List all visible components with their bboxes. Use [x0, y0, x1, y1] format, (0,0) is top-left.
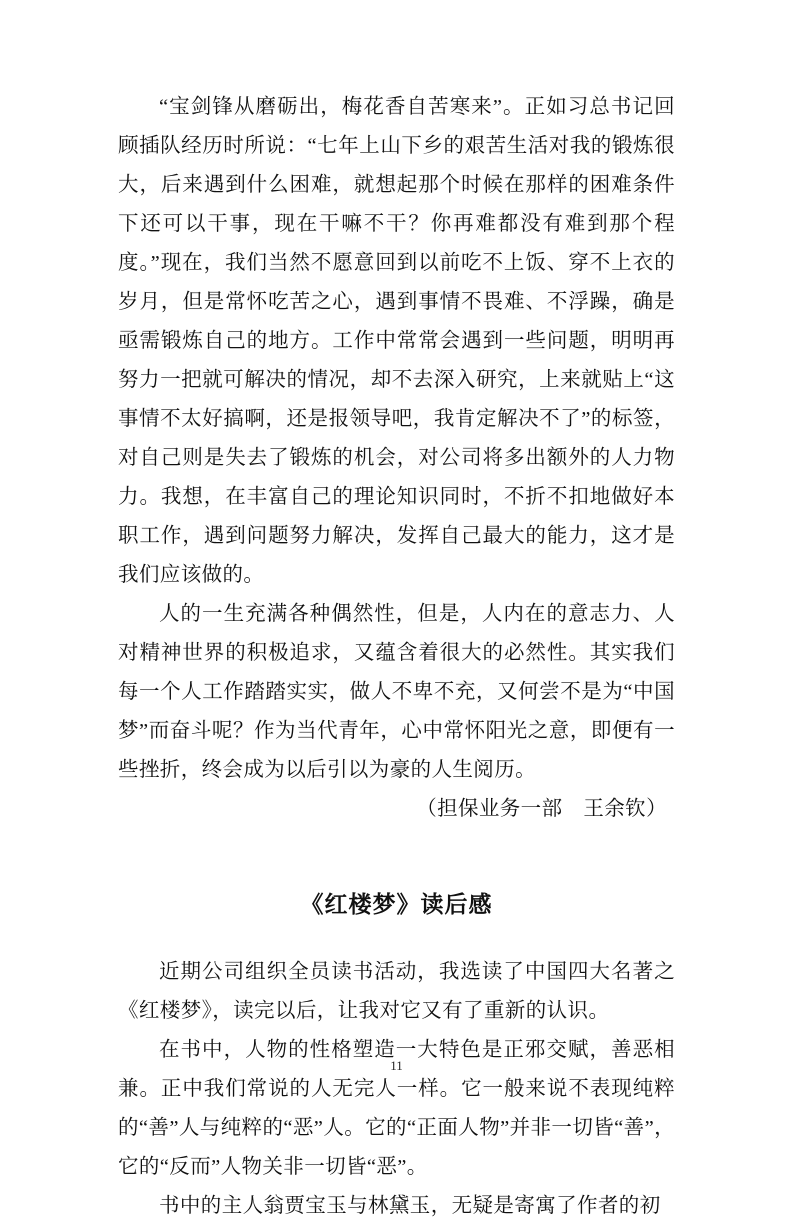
section-title-hongloumeng: 《红楼梦》读后感 — [300, 892, 493, 917]
paragraph-life-reflection: 人的一生充满各种偶然性，但是，人内在的意志力、人对精神世界的积极追求，又蕴含着很大的必然性。其实我们每一个人工作踏踏实实，做人不卑不充，又何尝不是为“中国梦”而奋斗呢？作为当代青年，心中常怀阳光之意，即便有一些挫折，终会成为以后引以为豪的人生阅历。 — [118, 603, 675, 781]
document-body — [118, 88, 675, 1226]
section-spacer — [118, 829, 675, 885]
paragraph-quote-intro: “宝剑锋从磨砺出，梅花香自苦寒来”。正如习总书记回顾插队经历时所说：“七年上山下乡的艰苦生活对我的锻炼很大，后来遇到什么困难，就想起那个时候在那样的困难条件下还可以干事，现在干嘛不干？你再难都没有难到那个程度。”现在，我们当然不愿意回到以前吃不上饭、穿不上衣的岁月，但是常怀吃苦之心，遇到事情不畏难、不浮躁，确是亟需锻炼自己的地方。工作中常常会遇到一些问题，明明再努力一把就可解决的情况，却不去深入研究，上来就贴上“这事情不太好搞啊，还是报领导吧，我肯定解决不了”的标签，对自己则是失去了锻炼的机会，对公司将多出额外的人力物力。我想，在丰富自己的理论知识同时，不折不扣地做好本职工作，遇到问题努力解决，发挥自己最大的能力，这才是我们应该做的。 — [118, 96, 675, 586]
article-signature: （担保业务一部 王余钦） — [416, 798, 667, 820]
page-number: 11 — [390, 1058, 403, 1073]
paragraph-reading-activity: 近期公司组织全员读书活动，我选读了中国四大名著之《红楼梦》，读完以后，让我对它又有了重新的认识。 — [118, 961, 675, 1022]
title-spacer — [118, 925, 675, 953]
paragraph-protagonists: 书中的主人翁贾宝玉与林黛玉，无疑是寄寓了作者的初 — [159, 1195, 661, 1217]
paragraph-character-traits: 在书中，人物的性格塑造一大特色是正邪交赋，善恶相兼。正中我们常说的人无完人一样。它一般来说不表现纯粹的“善”人与纯粹的“恶”人。它的“正面人物”并非一切皆“善”，它的“反而”人物关非一切皆“恶”。 — [118, 1039, 675, 1178]
